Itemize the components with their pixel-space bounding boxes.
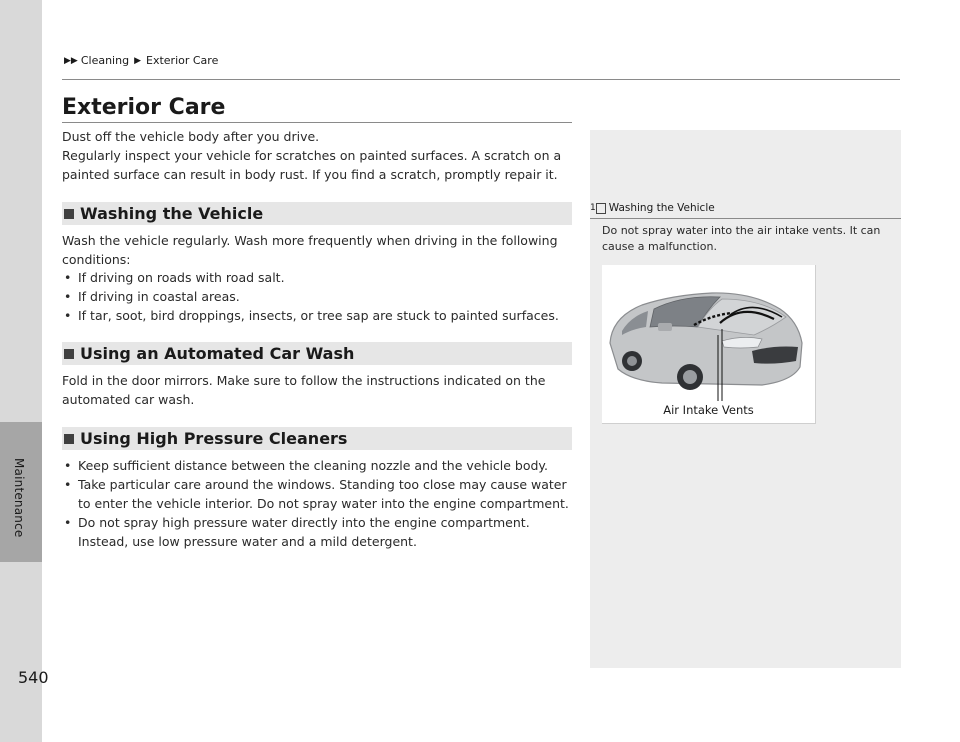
note-panel — [590, 130, 901, 668]
note-divider — [590, 218, 901, 219]
list-item: • Take particular care around the windows. Standing too close may cause water to enter the vehicle interior. Do not spray water into the engine compartment. — [62, 475, 577, 513]
breadcrumb — [64, 54, 218, 67]
note-title[interactable]: Washing the Vehicle — [608, 202, 715, 214]
section-automated-title: Using an Automated Car Wash — [80, 344, 355, 363]
intro-line1: Dust off the vehicle body after you drive. — [62, 129, 320, 144]
reference-icon — [596, 203, 606, 214]
section-washing-title: Washing the Vehicle — [80, 204, 264, 223]
page-title: Exterior Care — [62, 95, 226, 120]
breadcrumb-arrow-icon: ▶ — [134, 55, 141, 66]
side-tab-label: Maintenance — [12, 458, 26, 538]
list-item: • If driving in coastal areas. — [62, 287, 577, 306]
list-item: • If driving on roads with road salt. — [62, 268, 577, 287]
section-pressure-header — [62, 427, 572, 450]
title-divider — [62, 122, 572, 123]
breadcrumb-level2[interactable]: Exterior Care — [146, 54, 219, 67]
washing-bullets — [62, 268, 577, 325]
car-illustration — [602, 265, 815, 423]
washing-body: Wash the vehicle regularly. Wash more frequently when driving in the following conditions: — [62, 233, 558, 267]
note-text: Do not spray water into the air intake vents. It can cause a malfunction. — [602, 224, 881, 253]
section-square-icon — [64, 434, 74, 444]
header-divider — [62, 79, 900, 80]
section-washing-header — [62, 202, 572, 225]
automated-body: Fold in the door mirrors. Make sure to follow the instructions indicated on the automated car wash. — [62, 373, 546, 407]
section-square-icon — [64, 209, 74, 219]
breadcrumb-level1[interactable]: Cleaning — [80, 54, 130, 67]
list-item: • Keep sufficient distance between the cleaning nozzle and the vehicle body. — [62, 456, 577, 475]
car-figure — [602, 265, 816, 424]
section-square-icon — [64, 349, 74, 359]
section-automated-header — [62, 342, 572, 365]
note-header — [590, 202, 901, 214]
page-number: 540 — [18, 668, 49, 687]
note-ref-number: 1 — [590, 203, 596, 213]
section-pressure-title: Using High Pressure Cleaners — [80, 429, 348, 448]
list-item: • If tar, soot, bird droppings, insects, or tree sap are stuck to painted surfaces. — [62, 306, 577, 325]
pressure-bullets — [62, 456, 577, 551]
breadcrumb-arrow-icon: ▶▶ — [64, 55, 78, 66]
sidebar — [0, 0, 42, 742]
figure-caption: Air Intake Vents — [663, 403, 754, 417]
intro-line2: Regularly inspect your vehicle for scratches on painted surfaces. A scratch on a painted surface can result in body rust. If you find a scratch, promptly repair it. — [62, 148, 562, 182]
list-item: • Do not spray high pressure water directly into the engine compartment. Instead, use low pressure water and a mild detergent. — [62, 513, 577, 551]
